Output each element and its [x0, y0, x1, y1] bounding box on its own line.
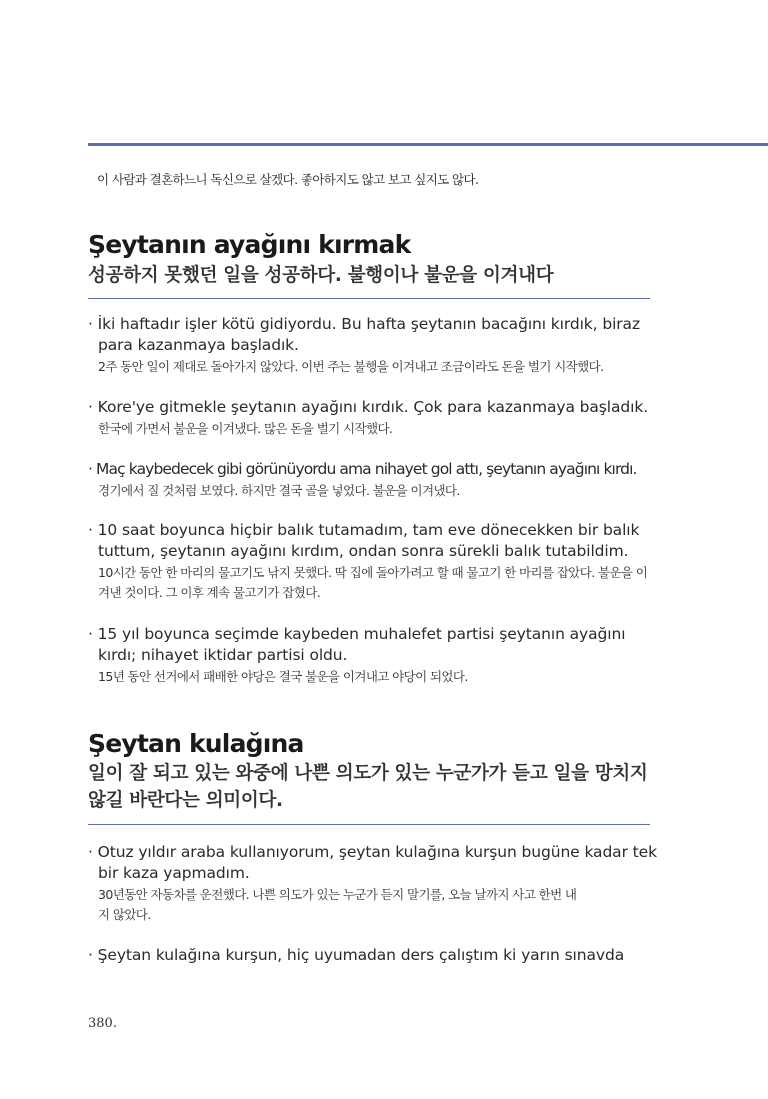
example-item	[88, 945, 658, 966]
top-divider	[88, 143, 768, 146]
example-turkish: · Şeytan kulağına kurşun, hiç uyumadan ders çalıştım ki yarın sınavda	[88, 946, 625, 964]
intro-translation: 이 사람과 결혼하느니 독신으로 살겠다. 좋아하지도 않고 보고 싶지도 않다.	[97, 172, 479, 187]
section-subtitle: 성공하지 못했던 일을 성공하다. 불행이나 불운을 이겨내다	[88, 265, 554, 286]
example-korean: 경기에서 질 것처럼 보였다. 하지만 결국 골을 넣었다. 불운을 이겨냈다.	[98, 483, 460, 498]
example-korean: 한국에 가면서 불운을 이겨냈다. 많은 돈을 벌기 시작했다.	[98, 421, 393, 436]
example-item	[88, 459, 658, 501]
example-item	[88, 314, 658, 377]
example-turkish: · 10 saat boyunca hiçbir balık tutamadım, tam eve dönecekken bir balık tuttum, şeytanın ayağını kırdım, ondan sonra sürekli balık tutabildim.	[88, 521, 640, 560]
example-turkish: · 15 yıl boyunca seçimde kaybeden muhalefet partisi şeytanın ayağını kırdı; nihayet iktidar partisi oldu.	[88, 625, 626, 664]
section-divider	[88, 298, 650, 299]
example-item	[88, 624, 658, 687]
example-korean: 10시간 동안 한 마리의 물고기도 낚지 못했다. 딱 집에 돌아가려고 할 때 물고기 한 마리를 잡았다. 불운을 이겨낸 것이다. 그 이후 계속 물고기가 잡혔다.	[98, 565, 648, 600]
example-item	[88, 520, 658, 603]
example-korean: 2주 동안 일이 제대로 돌아가지 않았다. 이번 주는 불행을 이겨내고 조금이라도 돈을 벌기 시작했다.	[98, 359, 604, 374]
example-korean: 15년 동안 선거에서 패배한 야당은 결국 불운을 이겨내고 야당이 되었다.	[98, 669, 468, 684]
example-item	[88, 397, 658, 439]
example-item	[88, 842, 658, 925]
example-turkish: · Otuz yıldır araba kullanıyorum, şeytan kulağına kurşun bugüne kadar tek bir kaza yapmadım.	[88, 843, 657, 882]
section-title: Şeytanın ayağını kırmak	[88, 230, 411, 259]
section-divider	[88, 824, 650, 825]
example-turkish: · İki haftadır işler kötü gidiyordu. Bu hafta şeytanın bacağını kırdık, biraz para kazanmaya başladık.	[88, 315, 640, 354]
example-turkish: · Kore'ye gitmekle şeytanın ayağını kırdık. Çok para kazanmaya başladık.	[88, 398, 649, 416]
section-subtitle: 일이 잘 되고 있는 와중에 나쁜 의도가 있는 누군가가 듣고 일을 망치지 않길 바란다는 의미이다.	[88, 763, 648, 811]
section-title: Şeytan kulağına	[88, 729, 304, 758]
page-number: 380.	[88, 1016, 117, 1031]
example-korean: 30년동안 자동차를 운전했다. 나쁜 의도가 있는 누군가 듣지 말기를, 오늘 날까지 사고 한번 내지 않았다.	[98, 887, 577, 922]
example-turkish: · Maç kaybedecek gibi görünüyordu ama nihayet gol attı, şeytanın ayağını kırdı.	[88, 460, 637, 478]
